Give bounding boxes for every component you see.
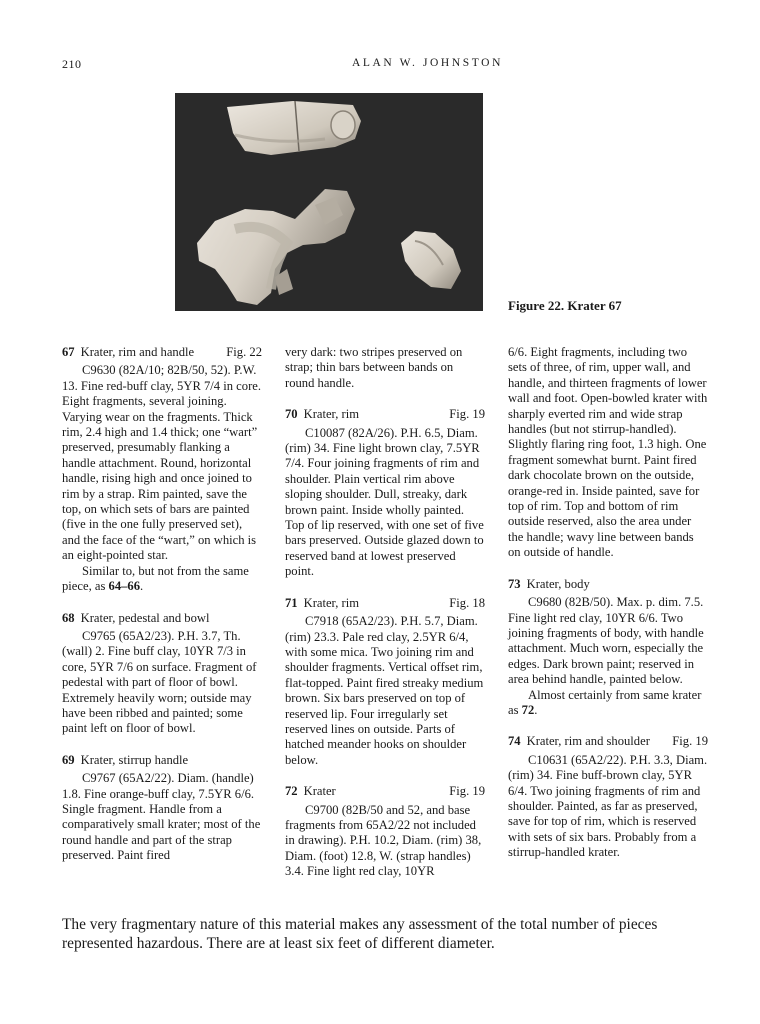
concluding-paragraph: The very fragmentary nature of this material makes any assessment of the total number of pieces represented hazardous. There are at least six feet of different diameter.: [62, 916, 658, 953]
catalog-entry-72-continued: [508, 345, 708, 561]
entry-title: Krater, pedestal and bowl: [80, 610, 210, 625]
entry-number: 68: [62, 610, 75, 625]
entry-body-part-1: C9767 (65A2/22). Diam. (handle) 1.8. Fine orange-buff clay, 7.5YR 6/6. Single fragment. Handle from a comparatively small krater; most of the round handle and part of the strap preserved. Paint fired: [62, 771, 261, 863]
entry-figure-ref: Fig. 18: [449, 595, 485, 610]
entry-figure-ref: Fig. 22: [226, 345, 262, 359]
entry-title: Krater: [303, 784, 336, 799]
entry-number: 70: [285, 407, 298, 422]
entry-number: 72: [285, 784, 298, 799]
catalog-entry-74: [508, 734, 708, 860]
entry-number: 69: [62, 752, 75, 767]
catalog-column-3: [508, 345, 708, 877]
catalog-entry-69: [62, 753, 262, 864]
entry-body: C9630 (82A/10; 82B/50, 52). P.W. 13. Fine red-buff clay, 5YR 7/4 in core. Eight fragments, several joining. Varying wear on the fragments. Thick rim, 2.4 high and 1.4 thick; one “wart” preserved, presumably flanking a handle attachment. Round, horizontal handle, rising high and once joined to rim by a strap. Rim painted, save the top, on which sets of bars are painted (five in the one fully preserved set), and the face of the “wart,” on which is an eight-pointed star.: [62, 363, 262, 563]
entry-note-ref: 72: [521, 702, 535, 717]
entry-title: Krater, body: [526, 576, 590, 591]
entry-note: Almost certainly from same krater as: [508, 687, 702, 717]
catalog-entry-71: [285, 596, 485, 768]
entry-body-part-2: 6/6. Eight fragments, including two sets of three, of rim, upper wall, and handle, and thirteen fragments of lower wall and foot. Open-bowled krater with sharply everted rim and wide strap handles (but not stirrup-handled). Slightly flaring ring foot, 1.3 high. One fragment somewhat burnt. Paint fired dark chocolate brown on the outside, orange-red in. Inside painted, save for top of rim. Top and bottom of rim outside reserved, also the area under the handle; wavy line between bands on outside of handle.: [508, 345, 708, 560]
entry-figure-ref: Fig. 19: [449, 784, 485, 799]
entry-figure-ref: Fig. 19: [449, 407, 485, 422]
entry-title: Krater, rim: [303, 407, 360, 422]
catalog-entry-72: [285, 784, 485, 879]
krater-fragments-image: [175, 93, 483, 311]
entry-title: Krater, rim and shoulder: [526, 734, 650, 749]
entry-body: C9680 (82B/50). Max. p. dim. 7.5. Fine light red clay, 10YR 6/6. Two joining fragments of body, with handle attachment. Much worn, especially the edges. Dark brown paint; reserved in area behind handle, painted below.: [508, 595, 704, 687]
running-head: ALAN W. JOHNSTON: [352, 57, 503, 69]
catalog-entry-67: [62, 345, 262, 595]
page-number: 210: [62, 57, 82, 71]
catalog-entry-70: [285, 407, 485, 579]
entry-body: C10631 (65A2/22). P.H. 3.3, Diam. (rim) 34. Fine buff-brown clay, 5YR 6/4. Two joining fragments of rim and shoulder. Painted, as far as preserved, save for top of rim, which is reserved with sets of six bars. Probably from a stirrup-handled krater.: [508, 752, 708, 860]
entry-note-end: .: [140, 579, 144, 594]
entry-body: C9765 (65A2/23). P.H. 3.7, Th. (wall) 2. Fine buff clay, 10YR 7/3 in core, 5YR 7/6 on surface. Fragment of pedestal with part of floor of bowl. Extremely heavily worn; outside may have been ribbed and painted; some paint left on floor of bowl.: [62, 628, 257, 736]
entry-title: Krater, rim and handle: [80, 345, 195, 359]
catalog-column-1: [62, 345, 262, 880]
entry-note-ref: 64–66: [108, 579, 140, 594]
entry-title: Krater, rim: [303, 595, 360, 610]
entry-figure-ref: Fig. 19: [672, 734, 708, 749]
entry-note: Similar to, but not from the same piece, as: [62, 563, 249, 594]
figure-photo: [175, 93, 483, 311]
catalog-column-2: [285, 345, 485, 896]
entry-body-part-2: very dark: two stripes preserved on strap; thin bars between bands on round handle.: [285, 345, 463, 390]
figure-caption: Figure 22. Krater 67: [508, 298, 622, 313]
entry-title: Krater, stirrup handle: [80, 752, 189, 767]
entry-body: C7918 (65A2/23). P.H. 5.7, Diam. (rim) 23.3. Pale red clay, 2.5YR 6/4, with some mica. Two joining rim and shoulder fragments. Vertical offset rim, flat-topped. Paint fired streaky medium brown. Six bars preserved on top of reserved lip. Four irregularly set reserved lines on outside. Parts of hatched meander hooks on shoulder below.: [285, 614, 484, 767]
catalog-entry-73: [508, 577, 708, 719]
entry-number: 71: [285, 595, 298, 610]
entry-body: C10087 (82A/26). P.H. 6.5, Diam. (rim) 34. Fine light brown clay, 7.5YR 7/4. Four joining fragments of rim and shoulder. Plain vertical rim above sloping shoulder. Dull, streaky, dark brown paint. Inside wholly painted. Top of lip reserved, with one set of five bars preserved. Outside glazed down to reserved band at lowest preserved point.: [285, 425, 484, 579]
entry-note-end: .: [534, 702, 538, 717]
catalog-entry-69-continued: [285, 345, 485, 391]
entry-number: 73: [508, 576, 521, 591]
entry-number: 74: [508, 734, 521, 749]
entry-number: 67: [62, 345, 75, 359]
entry-body-part-1: C9700 (82B/50 and 52, and base fragments from 65A2/22 not included in drawing). P.H. 10.2, Diam. (rim) 38, Diam. (foot) 12.8, W. (strap handles) 3.4. Fine light red clay, 10YR: [285, 802, 482, 879]
catalog-entry-68: [62, 611, 262, 737]
